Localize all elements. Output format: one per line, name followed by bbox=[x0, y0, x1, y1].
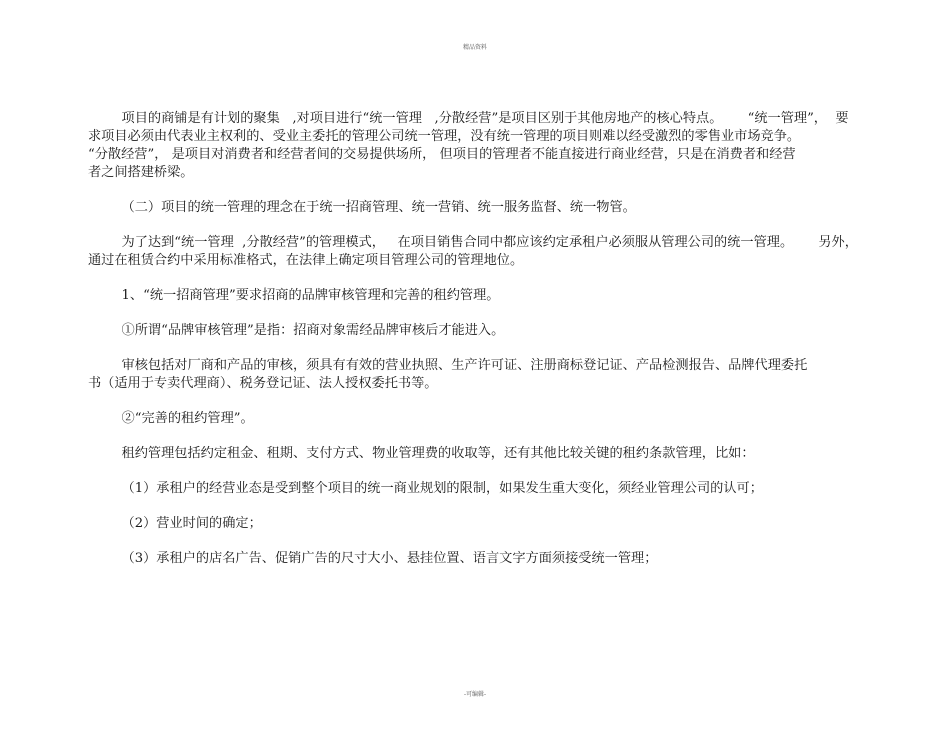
paragraph-clause-one bbox=[88, 480, 878, 498]
paragraph-clause-three bbox=[88, 550, 878, 568]
text-line: 通过在租赁合约中采用标准格式，在法律上确定项目管理公司的管理地位。 bbox=[88, 253, 524, 268]
text-line: 1、“统一招商管理”要求招商的品牌审核管理和完善的租约管理。 bbox=[88, 288, 500, 303]
text-line: 项目的商铺是有计划的聚集 ,对项目进行“统一管理 ,分散经营”是项目区别于其他房地产的核心特点。 “统一管理”， 要 bbox=[88, 111, 849, 126]
paragraph-management-mode bbox=[88, 234, 878, 270]
text-line: 审核包括对厂商和产品的审核，须具有有效的营业执照、生产许可证、注册商标登记证、产品检测报告、品牌代理委托 bbox=[88, 358, 808, 373]
text-line: “分散经营”， 是项目对消费者和经营者间的交易提供场所， 但项目的管理者不能直接进行商业经营，只是在消费者和经营 bbox=[88, 147, 796, 162]
paragraph-core-features bbox=[88, 110, 878, 182]
paragraph-lease-heading bbox=[88, 410, 878, 428]
text-line: （3）承租户的店名广告、促销广告的尺寸大小、悬挂位置、语言文字方面须接受统一管理； bbox=[88, 551, 658, 566]
text-line: 求项目必须由代表业主权利的、受业主委托的管理公司统一管理，没有统一管理的项目则难以经受激烈的零售业市场竞争。 bbox=[88, 129, 801, 144]
document-body bbox=[88, 110, 878, 568]
text-line: 为了达到“统一管理 ,分散经营”的管理模式， 在项目销售合同中都应该约定承租户必须服从管理公司的统一管理。 另外， bbox=[88, 235, 858, 250]
paragraph-clause-two bbox=[88, 515, 878, 533]
text-line: （1）承租户的经营业态是受到整个项目的统一商业规划的限制，如果发生重大变化，须经业管理公司的认可； bbox=[88, 481, 763, 496]
text-line: 书（适用于专卖代理商）、税务登记证、法人授权委托书等。 bbox=[88, 376, 438, 391]
text-line: 者之间搭建桥梁。 bbox=[88, 165, 194, 180]
text-line: （2）营业时间的确定； bbox=[88, 516, 262, 531]
text-line: （二）项目的统一管理的理念在于统一招商管理、统一营销、统一服务监督、统一物管。 bbox=[88, 200, 636, 215]
paragraph-brand-review bbox=[88, 322, 878, 340]
paragraph-item-one bbox=[88, 287, 878, 305]
paragraph-section-two-heading bbox=[88, 199, 878, 217]
text-line: ②“完善的租约管理”。 bbox=[88, 411, 254, 426]
paragraph-lease-content bbox=[88, 445, 878, 463]
paragraph-review-content bbox=[88, 357, 878, 393]
page-header: 精品资料 bbox=[462, 44, 487, 51]
text-line: ①所谓“品牌审核管理”是指：招商对象需经品牌审核后才能进入。 bbox=[88, 323, 505, 338]
text-line: 租约管理包括约定租金、租期、支付方式、物业管理费的收取等，还有其他比较关键的租约条款管理，比如： bbox=[88, 446, 755, 461]
page-footer: -可编辑- bbox=[463, 691, 487, 698]
